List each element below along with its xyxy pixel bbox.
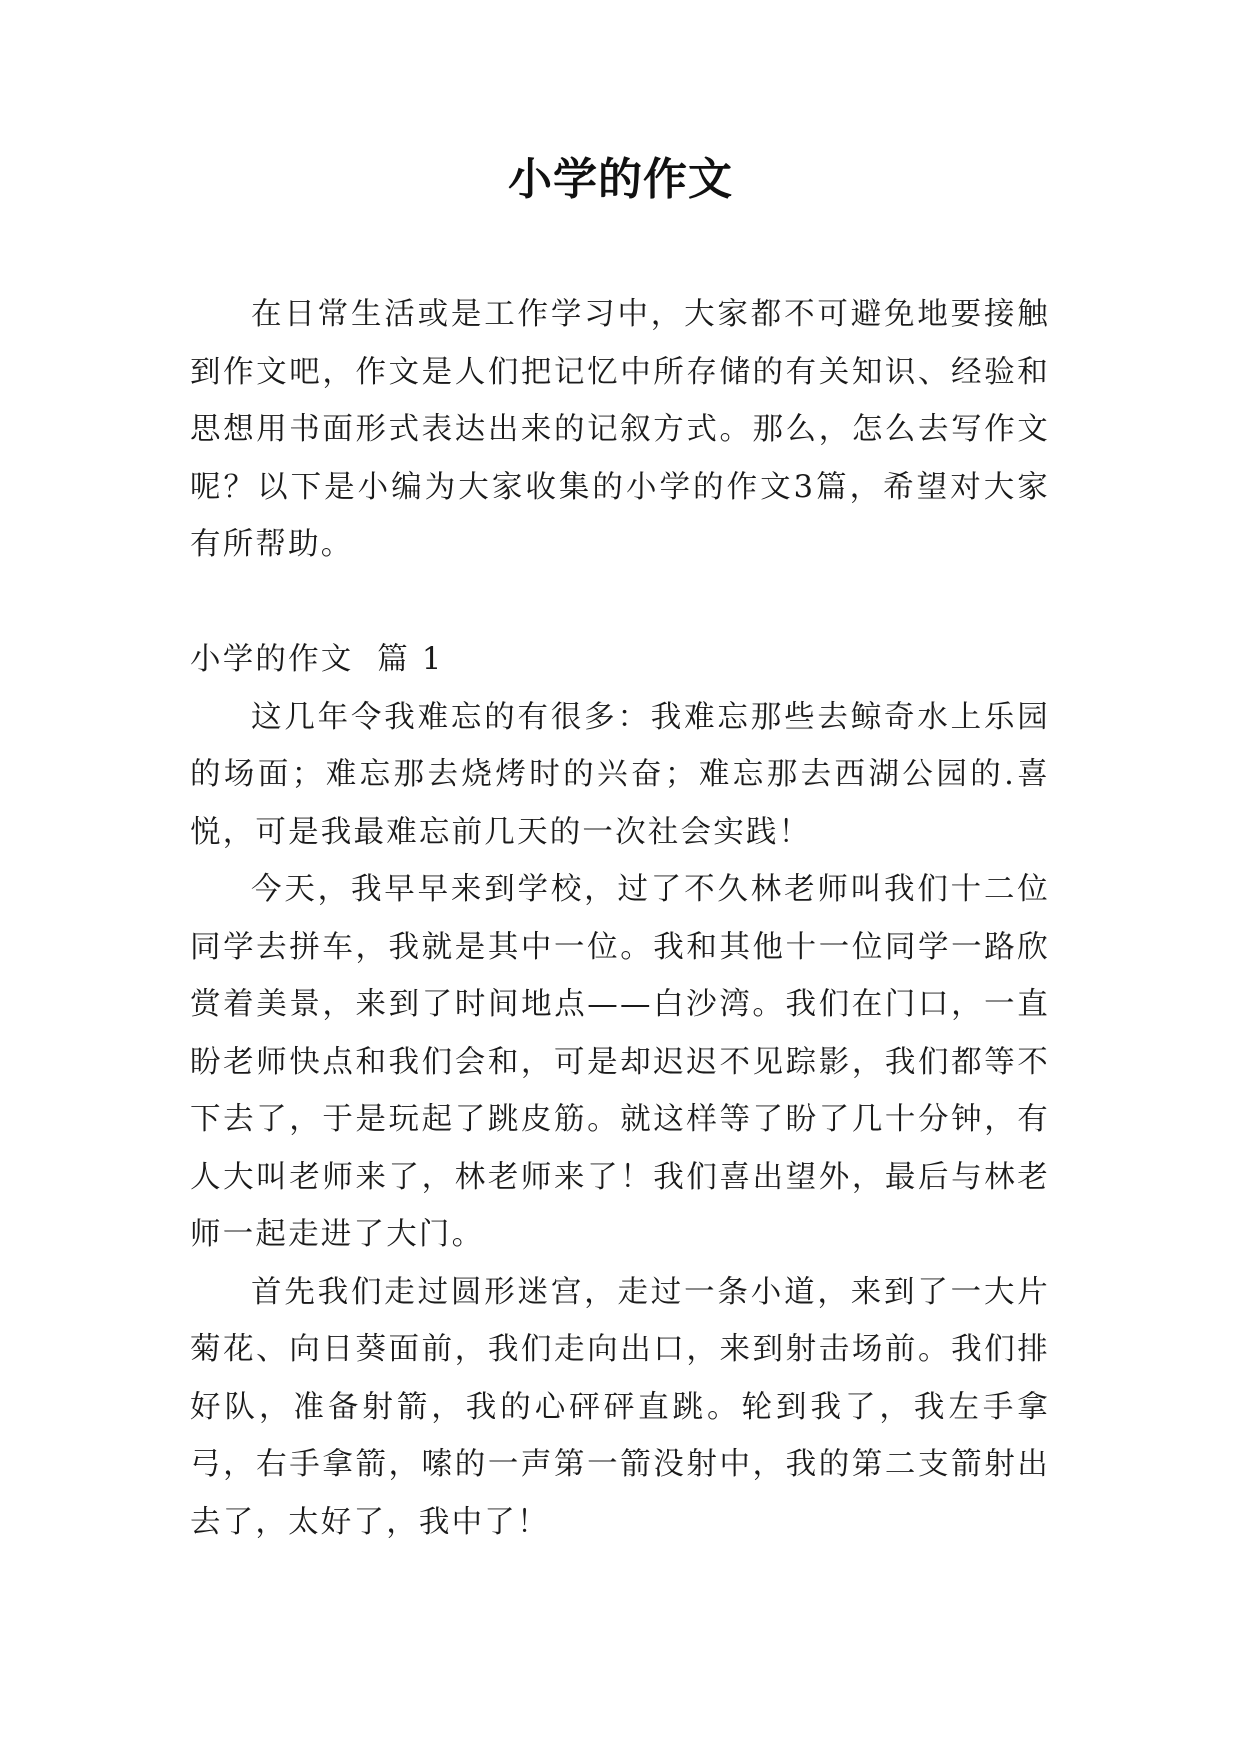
body-paragraph: 今天，我早早来到学校，过了不久林老师叫我们十二位同学去拼车，我就是其中一位。我和其他十一位同学一路欣赏着美景，来到了时间地点——白沙湾。我们在门口，一直盼老师快点和我们会和，可是却迟迟不见踪影，我们都等不下去了，于是玩起了跳皮筋。就这样等了盼了几十分钟，有人大叫老师来了，林老师来了！我们喜出望外，最后与林老师一起走进了大门。 (190, 872, 1050, 1252)
paragraph-spacer (190, 574, 1050, 632)
section-heading: 小学的作文 篇 1 (190, 642, 444, 677)
page-title: 小学的作文 (508, 154, 733, 205)
intro-paragraph: 在日常生活或是工作学习中，大家都不可避免地要接触到作文吧，作文是人们把记忆中所存储的有关知识、经验和思想用书面形式表达出来的记叙方式。那么，怎么去写作文呢？以下是小编为大家收集的小学的作文3篇，希望对大家有所帮助。 (190, 297, 1050, 562)
body-paragraph: 首先我们走过圆形迷宫，走过一条小道，来到了一大片菊花、向日葵面前，我们走向出口，来到射击场前。我们排好队，准备射箭，我的心砰砰直跳。轮到我了，我左手拿弓，右手拿箭，嗦的一声第一箭没射中，我的第二支箭射出去了，太好了，我中了！ (190, 1274, 1050, 1540)
body-paragraph: 这几年令我难忘的有很多：我难忘那些去鲸奇水上乐园的场面；难忘那去烧烤时的兴奋；难忘那去西湖公园的.喜悦，可是我最难忘前几天的一次社会实践！ (190, 699, 1050, 850)
document-body (190, 286, 1050, 1551)
